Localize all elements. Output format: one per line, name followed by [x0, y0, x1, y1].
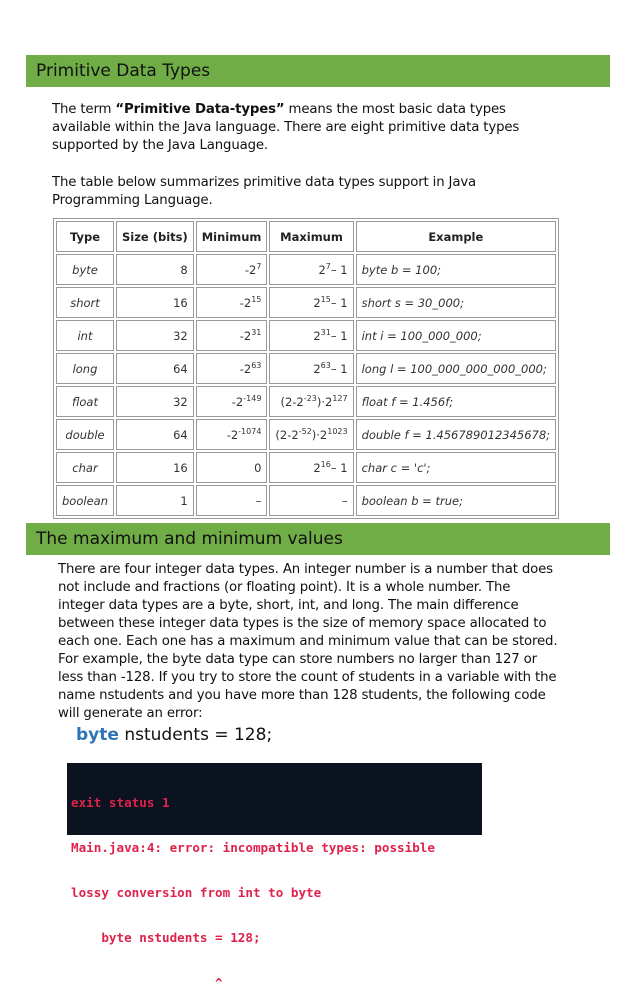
maximum-base: 2 — [313, 361, 321, 376]
maximum-base: 2 — [313, 460, 321, 475]
cell-type — [56, 452, 114, 483]
cell-type — [56, 320, 114, 351]
header-example: Example — [356, 221, 556, 252]
example-code: int i = 100_000_000; — [361, 328, 482, 343]
maximum-exponent: -52 — [298, 426, 312, 436]
maximum-base: 2 — [313, 328, 321, 343]
minimum-exponent: 63 — [251, 360, 262, 370]
minimum-base: -2 — [239, 328, 252, 343]
header-minimum: Minimum — [196, 221, 268, 252]
header-maximum: Maximum — [269, 221, 353, 252]
cell-type — [56, 419, 114, 450]
table-row — [56, 254, 556, 285]
minimum-value: – — [255, 493, 262, 508]
cell-example — [356, 419, 556, 450]
maximum-tail: – 1 — [330, 262, 348, 277]
cell-minimum — [196, 452, 268, 483]
type-name: long — [72, 361, 98, 376]
cell-type — [56, 254, 114, 285]
table-intro-paragraph: The table below summarizes primitive data types support in Java Programming Language. — [52, 175, 477, 208]
maximum-exponent: 63 — [320, 360, 331, 370]
cell-type — [56, 386, 114, 417]
cell-example — [356, 254, 556, 285]
size-value: 32 — [173, 328, 188, 343]
cell-size — [116, 353, 194, 384]
maximum-tail: – 1 — [330, 361, 348, 376]
type-name: char — [72, 460, 98, 475]
terminal-line: exit status 1 — [71, 795, 170, 810]
cell-size — [116, 452, 194, 483]
cell-size — [116, 287, 194, 318]
cell-example — [356, 485, 556, 516]
cell-maximum — [269, 353, 353, 384]
terminal-line: lossy conversion from int to byte — [71, 885, 322, 900]
minimum-base: -2 — [239, 361, 252, 376]
maximum-tail: )·2 — [316, 394, 333, 409]
maximum-base: 2 — [313, 295, 321, 310]
code-rest: nstudents = 128; — [118, 725, 273, 745]
maximum-tail: – 1 — [330, 460, 348, 475]
cell-maximum — [269, 419, 353, 450]
minimum-exponent: 7 — [256, 261, 262, 271]
cell-minimum — [196, 353, 268, 384]
cell-minimum — [196, 386, 268, 417]
intro-paragraph — [52, 101, 552, 155]
type-name: short — [70, 295, 100, 310]
code-example-line — [76, 725, 272, 745]
cell-size — [116, 320, 194, 351]
terminal-line: byte nstudents = 128; — [71, 930, 261, 945]
type-name: int — [77, 328, 93, 343]
maximum-exponent: 15 — [320, 294, 331, 304]
table-body — [56, 254, 556, 516]
cell-minimum — [196, 320, 268, 351]
cell-example — [356, 320, 556, 351]
minimum-base: -2 — [231, 394, 244, 409]
table-row — [56, 353, 556, 384]
cell-type — [56, 485, 114, 516]
header-type: Type — [56, 221, 114, 252]
cell-minimum — [196, 485, 268, 516]
integer-types-paragraph: There are four integer data types. An integer number is a number that does not include and fractions (or floating point). It is a whole number. The integer data types are a byte, short, int, and long. The main difference between these integer data types is the size of memory space allocated to each one. Each one has a maximum and minimum value that can be stored. For example, the byte data type can store numbers no larger than 127 or less than -128. If you try to store the count of students in a variable with the name nstudents and you have more than 128 students, the following code will generate an error: — [58, 562, 558, 721]
size-value: 16 — [173, 295, 188, 310]
maximum-tail: )·2 — [311, 427, 328, 442]
cell-maximum — [269, 452, 353, 483]
cell-size — [116, 386, 194, 417]
maximum-base: (2-2 — [280, 394, 304, 409]
cell-example — [356, 386, 556, 417]
maximum-exponent: 16 — [320, 459, 331, 469]
table-row — [56, 386, 556, 417]
cell-example — [356, 353, 556, 384]
maximum-exponent: -23 — [303, 393, 317, 403]
cell-size — [116, 419, 194, 450]
table-row — [56, 485, 556, 516]
type-name: byte — [72, 262, 98, 277]
cell-maximum — [269, 386, 353, 417]
cell-type — [56, 353, 114, 384]
example-code: byte b = 100; — [361, 262, 442, 277]
cell-maximum — [269, 320, 353, 351]
minimum-base: -2 — [239, 295, 252, 310]
maximum-exponent: 7 — [325, 261, 331, 271]
terminal-line: ^ — [71, 975, 223, 990]
intro-suffix: means the most basic data types available within the Java language. There are eight primitive data types supported by the Java Language. — [52, 102, 520, 153]
maximum-base: (2-2 — [275, 427, 299, 442]
type-name: double — [65, 427, 105, 442]
maximum-exponent-2: 1023 — [327, 426, 348, 436]
cell-minimum — [196, 254, 268, 285]
example-code: long l = 100_000_000_000_000; — [361, 361, 547, 376]
cell-example — [356, 287, 556, 318]
maximum-exponent-2: 127 — [332, 393, 348, 403]
minimum-value: 0 — [254, 460, 262, 475]
cell-size — [116, 254, 194, 285]
table-row — [56, 419, 556, 450]
primitive-types-table — [53, 218, 559, 519]
minimum-exponent: -1074 — [238, 426, 262, 436]
minimum-exponent: 31 — [251, 327, 262, 337]
size-value: 32 — [173, 394, 188, 409]
cell-maximum — [269, 485, 353, 516]
size-value: 1 — [180, 493, 188, 508]
cell-maximum — [269, 254, 353, 285]
maximum-value: – — [341, 493, 348, 508]
cell-maximum — [269, 287, 353, 318]
maximum-tail: – 1 — [330, 295, 348, 310]
minimum-base: -2 — [244, 262, 257, 277]
cell-type — [56, 287, 114, 318]
terminal-line: Main.java:4: error: incompatible types: possible — [71, 840, 435, 855]
cell-size — [116, 485, 194, 516]
section-heading-primitive-data-types: Primitive Data Types — [26, 55, 610, 87]
cell-minimum — [196, 419, 268, 450]
maximum-exponent: 31 — [320, 327, 331, 337]
cell-example — [356, 452, 556, 483]
table-row — [56, 287, 556, 318]
section-heading-max-min-values: The maximum and minimum values — [26, 523, 610, 555]
example-code: boolean b = true; — [361, 493, 463, 508]
code-keyword: byte — [76, 725, 119, 745]
minimum-exponent: -149 — [243, 393, 262, 403]
maximum-tail: – 1 — [330, 328, 348, 343]
type-name: float — [71, 394, 98, 409]
table-row — [56, 452, 556, 483]
cell-minimum — [196, 287, 268, 318]
maximum-base: 2 — [318, 262, 326, 277]
minimum-exponent: 15 — [251, 294, 262, 304]
minimum-base: -2 — [226, 427, 239, 442]
type-name: boolean — [62, 493, 108, 508]
size-value: 16 — [173, 460, 188, 475]
size-value: 64 — [173, 427, 188, 442]
example-code: short s = 30_000; — [361, 295, 464, 310]
header-size: Size (bits) — [116, 221, 194, 252]
intro-prefix: The term — [52, 102, 116, 117]
example-code: float f = 1.456f; — [361, 394, 454, 409]
intro-bold-term: “Primitive Data-types” — [115, 102, 285, 117]
example-code: char c = 'c'; — [361, 460, 431, 475]
size-value: 64 — [173, 361, 188, 376]
terminal-output — [67, 763, 482, 990]
table-row — [56, 320, 556, 351]
size-value: 8 — [180, 262, 188, 277]
table-header-row — [56, 221, 556, 252]
example-code: double f = 1.456789012345678; — [361, 427, 551, 442]
